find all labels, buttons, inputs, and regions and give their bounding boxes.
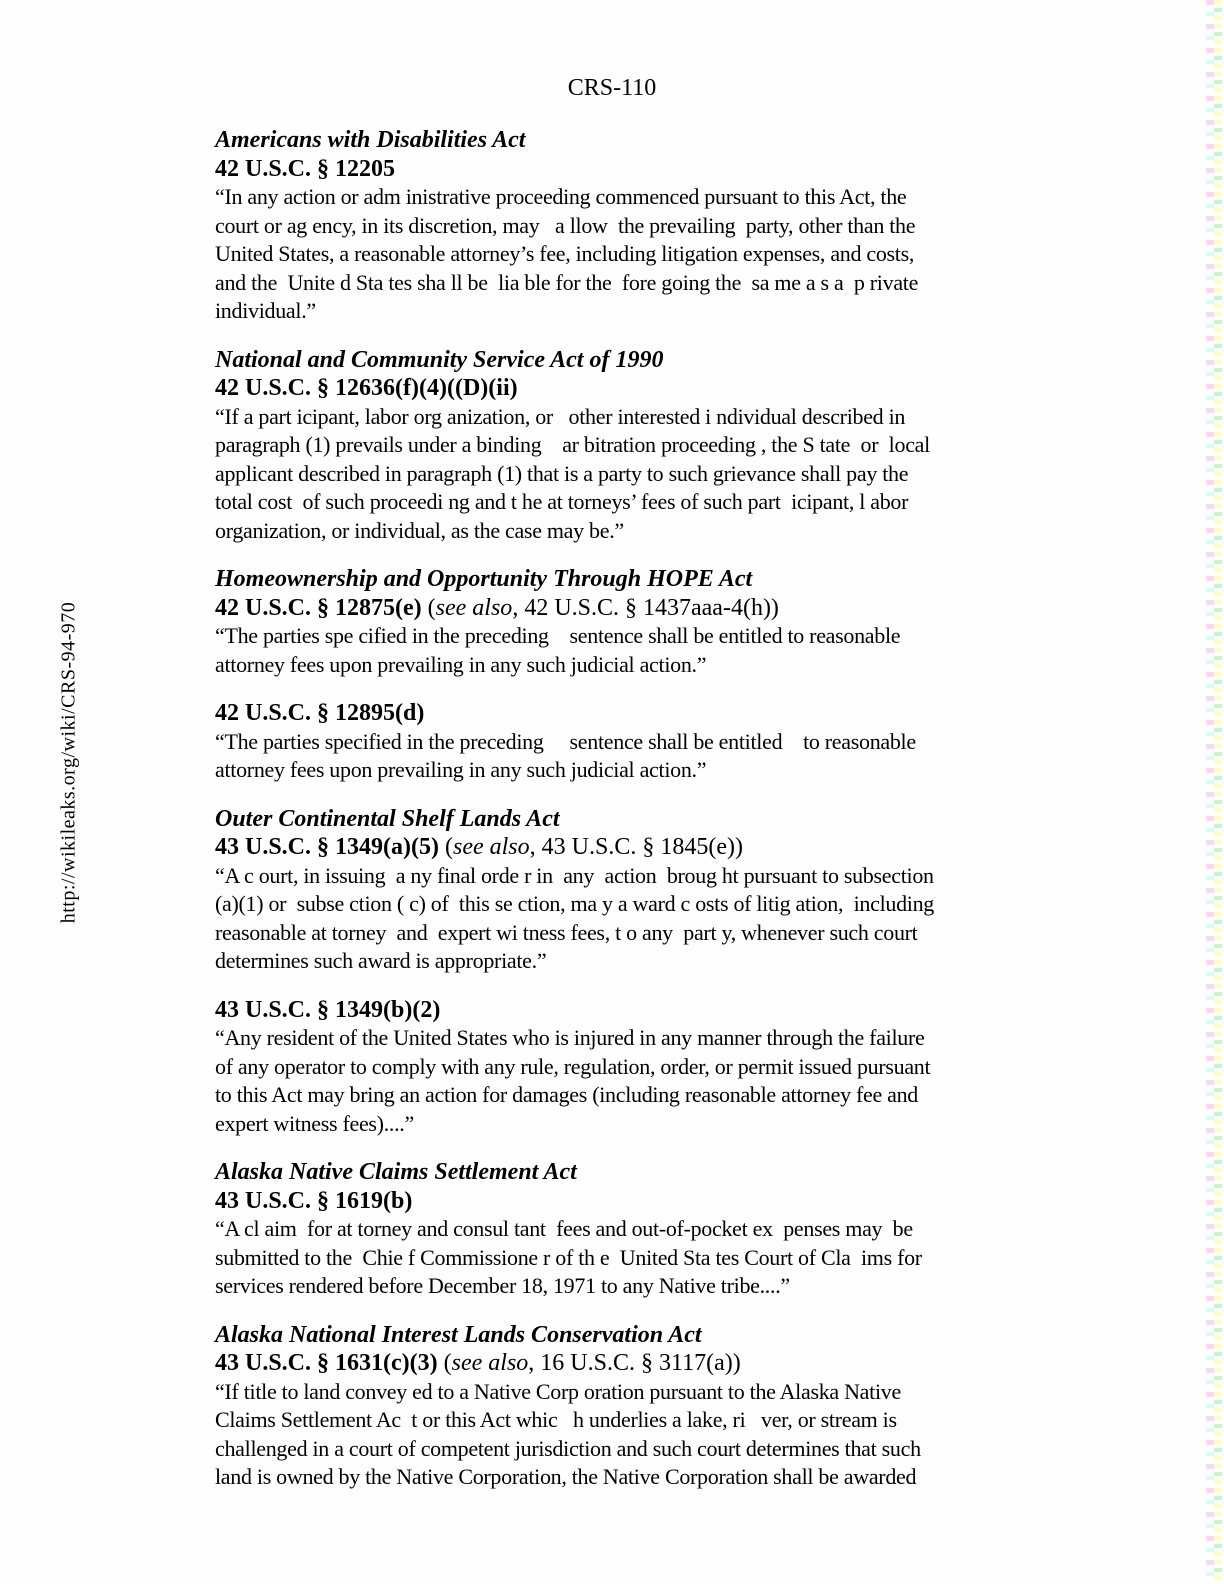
act-citation — [215, 594, 1015, 623]
quote-line: paragraph (1) prevails under a binding ar bitration proceeding , the S tate or local — [215, 432, 930, 457]
quote-line: reasonable at torney and expert wi tness fees, t o any part y, whenever such court — [215, 919, 918, 945]
quote-line: challenged in a court of competent jurisdiction and such court determines that such — [215, 1435, 921, 1461]
quote-line: individual.” — [215, 298, 316, 323]
quote-line: to this Act may bring an action for damages (including reasonable attorney fee and — [215, 1082, 918, 1107]
act-title: National and Community Service Act of 1990 — [215, 346, 664, 373]
edge-watermark-column-right — [1214, 0, 1222, 1584]
quote-line: and the Unite d Sta tes sha ll be lia ble for the fore going the sa me a s a p rivate — [215, 269, 919, 295]
citation-see-also: see also — [435, 594, 513, 621]
document-body — [215, 126, 1015, 1512]
act-title: Homeownership and Opportunity Through HOPE Act — [215, 566, 753, 592]
act-citation — [215, 1187, 1015, 1216]
citation-close: , 43 U.S.C. § 1845(e)) — [529, 834, 743, 860]
act-section-hope-act — [215, 565, 1015, 679]
act-title: Americans with Disabilities Act — [215, 127, 526, 153]
act-title: Alaska Native Claims Settlement Act — [215, 1159, 577, 1185]
quote-line: expert witness fees)....” — [215, 1110, 414, 1136]
act-citation — [215, 699, 1015, 728]
act-title: Alaska National Interest Lands Conservation Act — [215, 1321, 702, 1348]
act-title: Outer Continental Shelf Lands Act — [215, 805, 560, 832]
citation-bold: 42 U.S.C. § 12895(d) — [215, 700, 425, 726]
act-section-1349b2 — [215, 996, 1015, 1139]
act-citation — [215, 155, 1015, 184]
citation-see-also: see also — [451, 1350, 529, 1376]
quote-line: “In any action or adm inistrative proceeding commenced pursuant to this Act, the — [215, 184, 907, 209]
edge-watermark-column-left — [1206, 0, 1214, 1584]
act-section-alaska-national-interest — [215, 1321, 1015, 1492]
quote-line: Claims Settlement Ac t or this Act whic h underlies a lake, ri ver, or stream is — [215, 1407, 897, 1432]
act-citation — [215, 374, 1015, 403]
quote-line: total cost of such proceedi ng and t he at torneys’ fees of such part icipant, l abor — [215, 489, 909, 514]
quote-line: organization, or individual, as the case may be.” — [215, 517, 624, 543]
quote-line: services rendered before December 18, 1971 to any Native tribe....” — [215, 1273, 790, 1298]
citation-close: , 16 U.S.C. § 3117(a)) — [528, 1350, 741, 1376]
quote-line: “Any resident of the United States who is injured in any manner through the failure — [215, 1025, 925, 1050]
citation-bold: 42 U.S.C. § 12636(f)(4)((D)(ii) — [215, 375, 518, 401]
act-citation — [215, 1349, 1015, 1378]
page-header: CRS-110 — [567, 75, 657, 101]
citation-open: ( — [437, 1350, 452, 1376]
citation-bold: 43 U.S.C. § 1349(a)(5) — [215, 834, 439, 860]
citation-bold: 42 U.S.C. § 12875(e) — [215, 594, 422, 621]
citation-see-also: see also — [452, 834, 530, 860]
quote-line: court or ag ency, in its discretion, may a llow the prevailing party, other than the — [215, 212, 916, 238]
citation-bold: 43 U.S.C. § 1349(b)(2) — [215, 996, 441, 1023]
citation-close: , 42 U.S.C. § 1437aaa-4(h)) — [512, 594, 779, 621]
quote-line: (a)(1) or subse ction ( c) of this se ction, ma y a ward c osts of litig ation, including — [215, 891, 935, 916]
quote-line: “A c ourt, in issuing a ny final orde r in any action broug ht pursuant to subsection — [215, 862, 934, 888]
citation-open: ( — [421, 594, 436, 621]
quote-line: applicant described in paragraph (1) that is a party to such grievance shall pay the — [215, 460, 909, 486]
quote-line: United States, a reasonable attorney’s fee, including litigation expenses, and costs, — [215, 241, 915, 266]
quote-line: of any operator to comply with any rule, regulation, order, or permit issued pursuant — [215, 1053, 931, 1079]
act-section-outer-continental-shelf — [215, 805, 1015, 976]
citation-open: ( — [438, 834, 453, 860]
quote-line: “The parties specified in the preceding sentence shall be entitled to reasonable — [215, 728, 916, 754]
act-section-12895d — [215, 699, 1015, 785]
act-section-national-community-service — [215, 346, 1015, 546]
citation-bold: 43 U.S.C. § 1619(b) — [215, 1187, 413, 1214]
act-citation — [215, 833, 1015, 862]
quote-line: submitted to the Chie f Commissione r of th e United Sta tes Court of Cla ims for — [215, 1244, 922, 1270]
quote-line: “If a part icipant, labor org anization, or other interested i ndividual described in — [215, 403, 906, 429]
quote-line: “A cl aim for at torney and consul tant fees and out-of-pocket ex penses may be — [215, 1216, 913, 1241]
quote-line: “The parties spe cified in the preceding sentence shall be entitled to reasonable — [215, 623, 901, 648]
act-section-alaska-native-claims — [215, 1158, 1015, 1301]
wikileaks-url-watermark: http://wikileaks.org/wiki/CRS-94-970 — [57, 601, 80, 924]
quote-line: attorney fees upon prevailing in any such judicial action.” — [215, 651, 707, 677]
citation-bold: 42 U.S.C. § 12205 — [215, 155, 396, 182]
edge-watermark-pattern — [1206, 0, 1222, 1584]
quote-line: attorney fees upon prevailing in any such judicial action.” — [215, 757, 707, 782]
quote-line: “If title to land convey ed to a Native Corp oration pursuant to the Alaska Native — [215, 1378, 901, 1404]
citation-bold: 43 U.S.C. § 1631(c)(3) — [215, 1350, 438, 1376]
quote-line: land is owned by the Native Corporation, the Native Corporation shall be awarded — [215, 1464, 917, 1489]
act-section-americans-with-disabilities — [215, 126, 1015, 326]
act-citation — [215, 996, 1015, 1025]
quote-line: determines such award is appropriate.” — [215, 948, 547, 973]
